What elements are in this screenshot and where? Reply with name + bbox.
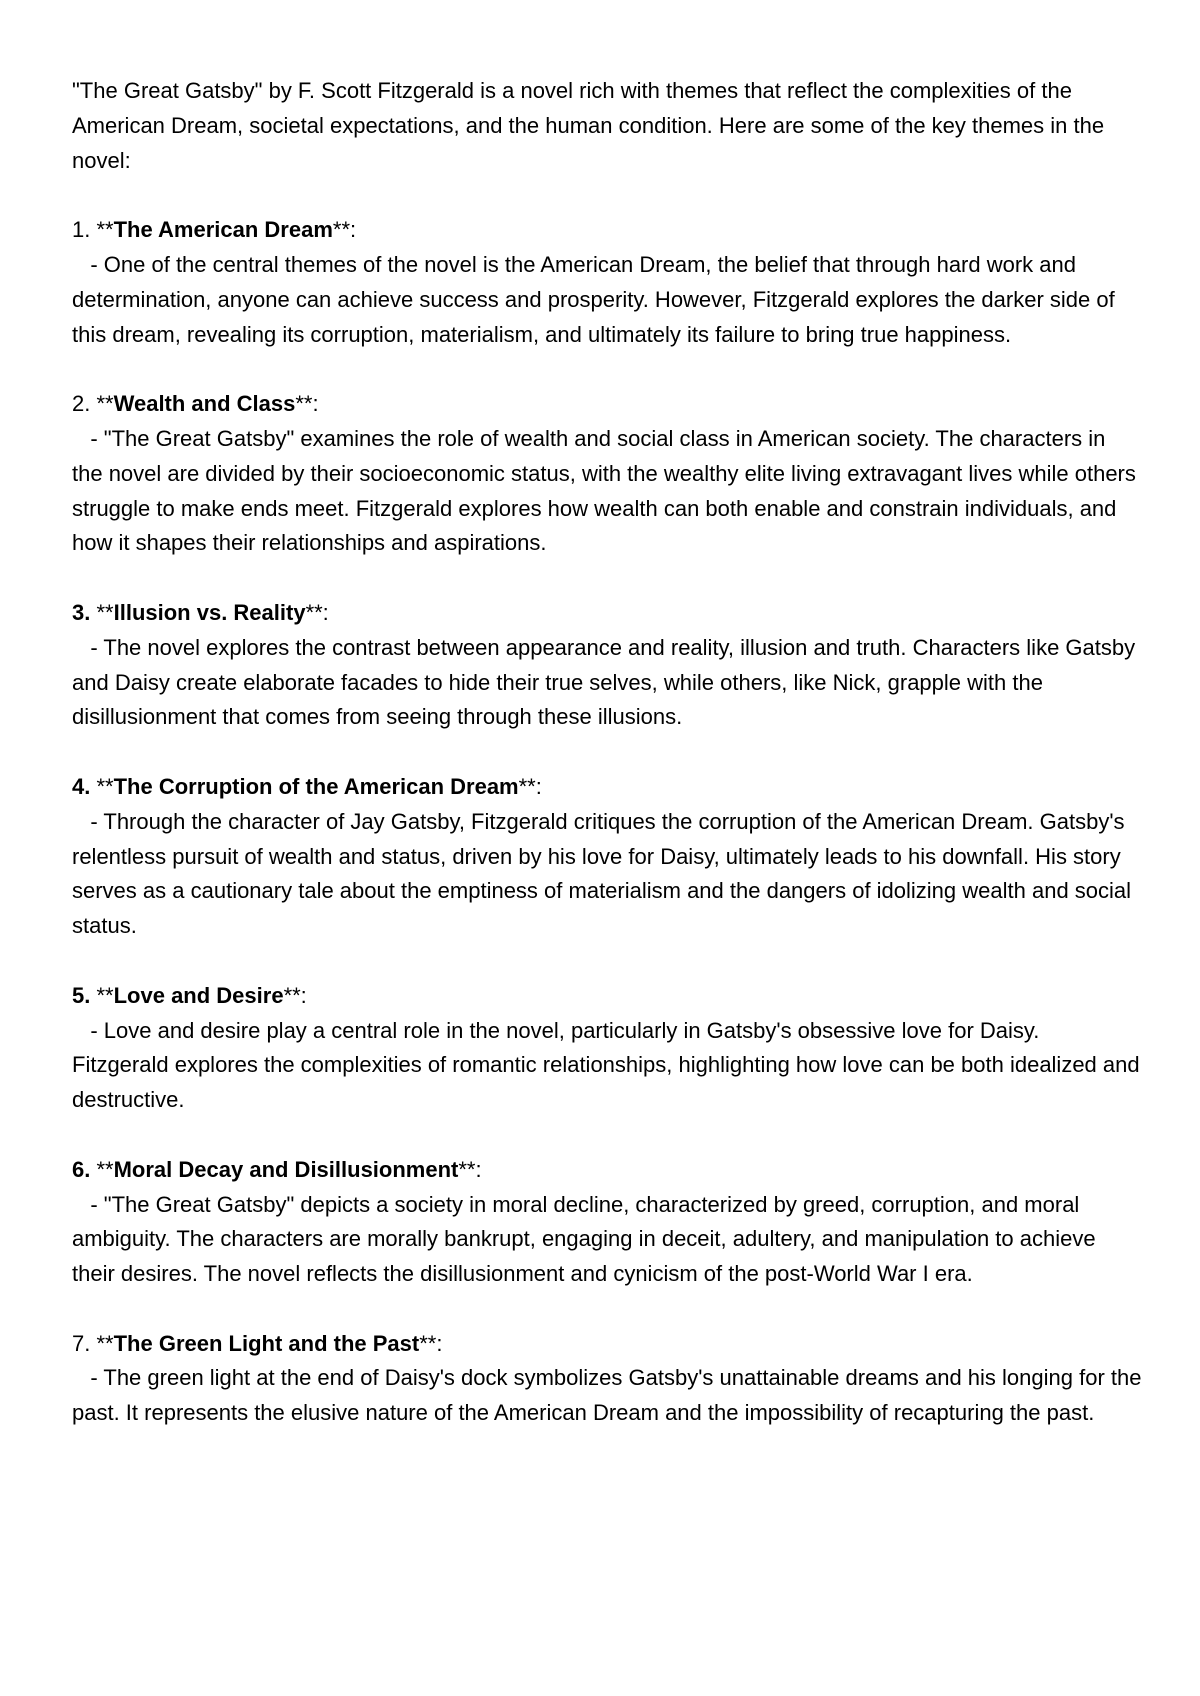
- theme-section: [72, 387, 1142, 561]
- theme-body: - Through the character of Jay Gatsby, Fitzgerald critiques the corruption of the American Dream. Gatsby's relentless pursuit of wealth and status, driven by his love for Daisy, ultimately leads to his downfall. His story serves as a cautionary tale about the emptiness of materialism and the dangers of idolizing wealth and social status.: [72, 808, 1138, 939]
- theme-heading: 3. **Illusion vs. Reality**:: [72, 599, 329, 625]
- theme-section: [72, 596, 1142, 735]
- theme-title: Illusion vs. Reality: [113, 599, 306, 625]
- theme-number: 4.: [72, 773, 91, 799]
- theme-section: [72, 1153, 1142, 1292]
- theme-number: 7.: [72, 1330, 91, 1356]
- theme-body: - The novel explores the contrast between appearance and reality, illusion and truth. Characters like Gatsby and Daisy create elaborate facades to hide their true selves, while others, like Nick, grapple with the disillusionment that comes from seeing through these illusions.: [72, 634, 1142, 730]
- theme-title: Wealth and Class: [113, 391, 296, 417]
- theme-section: [72, 1327, 1148, 1431]
- theme-heading: 1. **The American Dream**:: [72, 217, 357, 243]
- theme-body: - Love and desire play a central role in the novel, particularly in Gatsby's obsessive love for Daisy. Fitzgerald explores the complexities of romantic relationships, highlighting how love can be both idealized and destructive.: [72, 1017, 1146, 1113]
- theme-title: The Green Light and the Past: [113, 1330, 420, 1356]
- theme-title: The Corruption of the American Dream: [113, 773, 519, 799]
- theme-heading: 7. **The Green Light and the Past**:: [72, 1330, 443, 1356]
- theme-section: [72, 979, 1146, 1118]
- theme-body: - The green light at the end of Daisy's dock symbolizes Gatsby's unattainable dreams and his longing for the past. It represents the elusive nature of the American Dream and the impossibility of recapturing the past.: [72, 1365, 1148, 1426]
- theme-section: [72, 770, 1142, 944]
- theme-number: 5.: [72, 982, 91, 1008]
- theme-heading: 2. **Wealth and Class**:: [72, 391, 319, 417]
- theme-number: 2.: [72, 391, 91, 417]
- theme-heading: 6. **Moral Decay and Disillusionment**:: [72, 1156, 482, 1182]
- theme-number: 6.: [72, 1156, 91, 1182]
- theme-heading: 5. **Love and Desire**:: [72, 982, 307, 1008]
- theme-body: - "The Great Gatsby" examines the role of wealth and social class in American society. The characters in the novel are divided by their socioeconomic status, with the wealthy elite living extravagant lives while others struggle to make ends meet. Fitzgerald explores how wealth can both enable and constrain individuals, and how it shapes their relationships and aspirations.: [72, 425, 1143, 556]
- theme-heading: 4. **The Corruption of the American Dream**:: [72, 773, 542, 799]
- theme-title: The American Dream: [113, 217, 333, 243]
- document-page: [72, 74, 1148, 1466]
- theme-body: - "The Great Gatsby" depicts a society in moral decline, characterized by greed, corruption, and moral ambiguity. The characters are morally bankrupt, engaging in deceit, adultery, and manipulation to achieve their desires. The novel reflects the disillusionment and cynicism of the post-World War I era.: [72, 1191, 1102, 1287]
- theme-title: Moral Decay and Disillusionment: [113, 1156, 459, 1182]
- theme-body: - One of the central themes of the novel is the American Dream, the belief that through hard work and determination, anyone can achieve success and prosperity. However, Fitzgerald explores the darker side of this dream, revealing its corruption, materialism, and ultimately its failure to bring true happiness.: [72, 251, 1121, 347]
- theme-number: 3.: [72, 599, 91, 625]
- theme-number: 1.: [72, 217, 91, 243]
- theme-title: Love and Desire: [113, 982, 284, 1008]
- theme-section: [72, 213, 1142, 352]
- intro-paragraph: "The Great Gatsby" by F. Scott Fitzgerald is a novel rich with themes that reflect the complexities of the American Dream, societal expectations, and the human condition. Here are some of the key themes in the novel:: [72, 78, 1105, 173]
